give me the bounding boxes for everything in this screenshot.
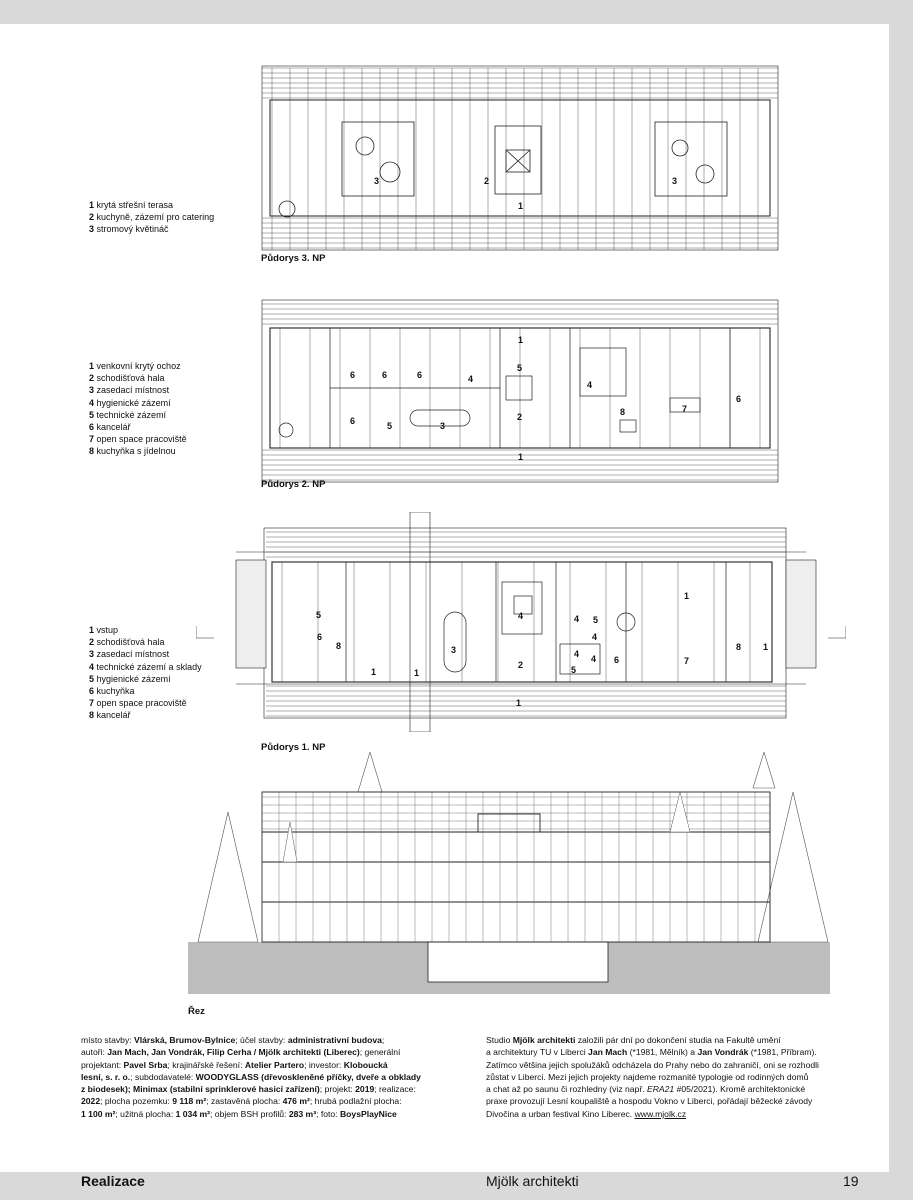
info-text: ; plocha pozemku:: [100, 1096, 173, 1107]
legend-item: 4 hygienické zázemí: [89, 397, 171, 408]
plan-mark: 5: [316, 610, 322, 620]
plan-mark: 1: [414, 668, 420, 678]
info-text: a chat až po saunu či rozhledny (viz např.: [486, 1084, 647, 1095]
info-text: 283 m³: [288, 1108, 317, 1119]
legend-2np: [89, 360, 187, 458]
info-text: Atelier Partero: [244, 1059, 305, 1070]
caption-1np: Půdorys 1. NP: [261, 742, 326, 753]
info-text: Studio: [486, 1035, 513, 1045]
plan-mark: 3: [672, 176, 678, 186]
info-text: ; foto:: [316, 1108, 340, 1119]
info-text: ; generální: [359, 1047, 401, 1058]
plan-mark: 6: [417, 370, 423, 380]
caption-section: Řez: [188, 1006, 205, 1017]
plan-mark: 6: [614, 655, 620, 665]
plan-mark: 1: [763, 642, 769, 652]
info-text: ; objem BSH profilů:: [210, 1108, 289, 1119]
caption-3np: Půdorys 3. NP: [261, 253, 326, 264]
plan-mark: 4: [592, 632, 598, 642]
plan-mark: 3: [440, 421, 446, 431]
legend-item: 3 zasedací místnost: [89, 385, 170, 396]
legend-item: 1 venkovní krytý ochoz: [89, 361, 181, 371]
footer-title: Mjölk architekti: [486, 1173, 579, 1189]
plan-mark: 4: [468, 374, 474, 384]
legend-item: 6 kuchyňka: [89, 686, 135, 697]
info-text: Divočina a urban festival Kino Liberec.: [486, 1108, 635, 1119]
plan-mark: 1: [518, 201, 524, 211]
legend-1np: [89, 624, 202, 722]
info-text: Kloboucká: [343, 1059, 388, 1070]
info-text: z biodesek); Minimax (stabilní sprinklerové hasicí zařízení): [81, 1084, 320, 1095]
floor-plan-1np: [196, 512, 846, 732]
plan-mark: 6: [350, 416, 356, 426]
info-text: #05/2021). Kromě architektonické: [674, 1084, 806, 1095]
info-text: 2022: [81, 1096, 101, 1107]
legend-item: 3 stromový květináč: [89, 224, 169, 235]
plan-mark: 1: [518, 452, 524, 462]
plan-mark: 4: [591, 654, 597, 664]
legend-item: 5 technické zázemí: [89, 409, 167, 420]
info-text: 1 034 m²: [175, 1108, 211, 1119]
plan-mark: 5: [571, 665, 577, 675]
plan-mark: 1: [518, 335, 524, 345]
info-text: ; účel stavby:: [235, 1035, 288, 1045]
info-text: založili pár dní po dokončení studia na Fakultě umění: [575, 1035, 781, 1045]
plan-mark: 4: [587, 380, 593, 390]
plan-mark: 6: [317, 632, 323, 642]
plan-mark: 7: [684, 656, 690, 666]
info-text: Mjölk architekti: [512, 1035, 576, 1045]
project-info: [81, 1034, 471, 1120]
plan-mark: 3: [374, 176, 380, 186]
info-text: Jan Mach, Jan Vondrák, Filip Cerha / Mjölk architekti (Liberec): [107, 1047, 360, 1058]
legend-item: 2 schodišťová hala: [89, 373, 165, 384]
info-text: 1 100 m²: [81, 1108, 116, 1119]
info-text: ;: [381, 1035, 385, 1045]
info-text: ; zastavěná plocha:: [206, 1096, 283, 1107]
info-text: ERA21: [646, 1084, 675, 1095]
info-text: ; subdodavatelé:: [130, 1071, 196, 1082]
info-text: Pavel Srba: [123, 1059, 168, 1070]
info-text: zůstat v Liberci. Mezi jejich projekty najdeme rozmanité typologie od rodinných domů: [486, 1071, 809, 1082]
legend-item: 5 hygienické zázemí: [89, 673, 171, 684]
legend-item: 8 kuchyňka s jídelnou: [89, 446, 176, 457]
plan-mark: 6: [350, 370, 356, 380]
plan-mark: 5: [593, 615, 599, 625]
page: [0, 24, 889, 1189]
plan-mark: 8: [620, 407, 626, 417]
info-text: administrativní budova: [287, 1035, 382, 1045]
legend-item: 8 kancelář: [89, 710, 131, 721]
plan-mark: 8: [336, 641, 342, 651]
floor-plan-3np: [260, 64, 780, 254]
plan-mark: 5: [387, 421, 393, 431]
plan-mark: 4: [574, 649, 580, 659]
plan-mark: 2: [484, 176, 490, 186]
footer-section: Realizace: [81, 1173, 145, 1189]
building-section: [188, 752, 830, 1000]
info-text: místo stavby:: [81, 1035, 135, 1045]
plan-mark: 3: [451, 645, 457, 655]
studio-info: [486, 1034, 886, 1120]
info-text: Vlárská, Brumov-Bylnice: [134, 1035, 236, 1045]
info-text: Zatímco většina jejich spolužáků odcházela do Prahy nebo do zahraničí, oni se rozhodli: [486, 1059, 819, 1070]
plan-mark: 7: [682, 404, 688, 414]
info-text: (*1981, Příbram).: [748, 1047, 817, 1058]
info-text: a architektury TU v Liberci: [486, 1047, 589, 1058]
plan-mark: 4: [518, 611, 524, 621]
legend-item: 7 open space pracoviště: [89, 434, 187, 445]
legend-item: 7 open space pracoviště: [89, 698, 187, 709]
info-text: Jan Vondrák: [697, 1047, 749, 1058]
legend-item: 6 kancelář: [89, 422, 131, 433]
legend-item: 1 vstup: [89, 625, 119, 635]
info-text: BoysPlayNice: [339, 1108, 397, 1119]
plan-mark: 1: [516, 698, 522, 708]
info-text: ; užitná plocha:: [115, 1108, 176, 1119]
plan-mark: 8: [736, 642, 742, 652]
info-text: 476 m²: [282, 1096, 310, 1107]
plan-mark: 6: [382, 370, 388, 380]
info-text: ; krajinářské řešení:: [167, 1059, 245, 1070]
info-text: Jan Mach: [588, 1047, 628, 1058]
info-text: lesní, s. r. o.: [81, 1071, 131, 1082]
plan-mark: 4: [574, 614, 580, 624]
info-text: ; hrubá podlažní plocha:: [309, 1096, 402, 1107]
info-text: projektant:: [81, 1059, 124, 1070]
plan-mark: 6: [736, 394, 742, 404]
plan-mark: 2: [517, 412, 523, 422]
plan-mark: 5: [517, 363, 523, 373]
legend-item: 2 schodišťová hala: [89, 637, 165, 648]
website-link[interactable]: www.mjolk.cz: [634, 1108, 687, 1119]
caption-2np: Půdorys 2. NP: [261, 479, 326, 490]
info-text: ; realizace:: [374, 1084, 416, 1095]
info-text: 2019: [355, 1084, 375, 1095]
legend-item: 1 krytá střešní terasa: [89, 200, 174, 210]
page-number: 19: [843, 1173, 859, 1189]
info-text: WOODYGLASS (dřevoskleněné příčky, dveře a obklady: [195, 1071, 421, 1082]
plan-mark: 1: [371, 667, 377, 677]
info-text: ; projekt:: [319, 1084, 356, 1095]
info-text: praxe provozují Lesní koupaliště a hospodu Vokno v Liberci, pořádají běžecké závody: [486, 1096, 813, 1107]
info-text: (*1981, Mělník) a: [627, 1047, 698, 1058]
legend-item: 4 technické zázemí a sklady: [89, 661, 202, 672]
floor-plan-2np: [260, 298, 780, 484]
legend-item: 3 zasedací místnost: [89, 649, 170, 660]
plan-mark: 1: [684, 591, 690, 601]
info-text: autoři:: [81, 1047, 108, 1058]
legend-item: 2 kuchyně, zázemí pro catering: [89, 212, 215, 223]
info-text: 9 118 m²: [172, 1096, 207, 1107]
plan-mark: 2: [518, 660, 524, 670]
legend-3np: [89, 199, 214, 236]
info-text: ; investor:: [304, 1059, 344, 1070]
